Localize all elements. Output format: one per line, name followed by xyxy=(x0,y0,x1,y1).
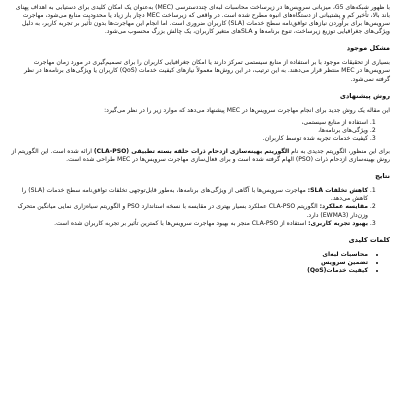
result-item-title: بهبود تجربه کاربری: xyxy=(308,219,368,227)
results-heading: نتایج xyxy=(375,172,390,181)
algorithm-name: الگوریتم بهینه‌سازی ازدحام ذرات حلقه بسته تطبیقی (CLA-PSO) xyxy=(93,148,290,156)
intro-paragraph: با ظهور شبکه‌های G5، میزبانی سرویس‌ها در زیرساخت محاسبات لبه‌ای چنددسترسی (MEC) به‌عنوان یک امکان کلیدی برای دستیابی به اهداف پهنای باند بالا، تأخیر کم و پشتیبانی از دستگاه‌های انبوه مطرح شده است. در واقعی که زیرساخت MEC دچار بار زیاد یا محدودیت منابع می‌شود، مهاجرت سرویس‌ها برای برآوردن نیازهای توافق‌نامه سطح خدمات (SLA) کاربران ضروری است. اما انجام این مهاجرت‌ها بدون تأثیر بر تجربه کاربر، به دلیل ویژگی‌های جغرافیایی توزیع زیرساخت، تنوع برنامه‌ها و SLA‌های متغیر کاربران، یک چالش بزرگ محسوب می‌شود. xyxy=(15,4,390,36)
keyword-item: • محاسبات لبه‌ای xyxy=(10,251,368,259)
keyword-item: • کیفیت خدمات(QoS) xyxy=(10,267,368,275)
method-list xyxy=(10,119,390,143)
result-item-title: کاهش تخلفات SLA: xyxy=(307,187,368,195)
result-item-2 xyxy=(10,203,368,219)
method-lead: این مقاله یک روش جدید برای انجام مهاجرت سرویس‌ها در MEC پیشنهاد می‌دهد که موارد زیر را در نظر می‌گیرد: xyxy=(104,106,390,114)
result-item-text: استفاده از CLA-PSO منجر به بهبود مهاجرت سرویس‌ها با کمترین تأثیر بر تجربه کاربران شده است. xyxy=(54,219,309,227)
method-heading: روش پیشنهادی xyxy=(339,91,390,100)
result-item-text: الگوریتم CLA-PSO عملکرد بسیار بهتری در مقایسه با نسخه استاندارد PSO و الگوریتم سیاه‌زاری نمایی میانگین متحرک وزن‌دار (EWMA3) دارد. xyxy=(17,203,368,219)
problem-heading: مشکل موجود xyxy=(346,44,390,53)
algorithm-description: ارائه شده است. این الگوریتم از روش بهینه‌سازی ازدحام ذرات (PSO) الهام گرفته شده است و برای فعال‌سازی مهاجرت سرویس‌ها در MEC طراحی شده است. xyxy=(11,148,390,164)
result-item-title: مقایسه عملکرد: xyxy=(319,203,368,211)
results-list xyxy=(10,187,390,227)
method-item-3: 3. کیفیت خدمات تجربه شده توسط کاربران. xyxy=(10,135,368,143)
keywords-heading: کلمات کلیدی xyxy=(348,235,390,244)
algorithm-paragraph xyxy=(10,148,390,164)
keywords-list xyxy=(10,251,390,275)
problem-paragraph: بسیاری از تحقیقات موجود با بر استفاده از منابع سیستمی تمرکز دارند یا امکان جغرافیایی کاربران را برای تصمیم‌گیری در مورد زمان مهاجرت سرویس‌ها در MEC منتظر قرار می‌دهند. به این ترتیب، در این روش‌ها معمولاً نیازهای کیفیت خدمات (QoS) کاربران یا ویژگی‌های برنامه‌ها در نظر گرفته نمی‌شود. xyxy=(23,59,390,83)
result-item-text: مهاجرت سرویس‌ها با آگاهی از ویژگی‌های برنامه‌ها، به‌طور قابل‌توجهی تخلفات توافق‌نامه سطح خدمات (SLA) را کاهش می‌دهد. xyxy=(21,187,368,203)
keyword-item: • تضمین سرویس xyxy=(10,259,368,267)
method-item-2: 2. ویژگی‌های برنامه‌ها، xyxy=(10,127,368,135)
method-item-1: 1. استفاده از منابع سیستمی، xyxy=(10,119,368,127)
algorithm-intro: برای این منظور، الگوریتم جدیدی به نام xyxy=(289,148,390,156)
result-item-1 xyxy=(10,187,368,203)
result-item-3 xyxy=(10,220,368,228)
